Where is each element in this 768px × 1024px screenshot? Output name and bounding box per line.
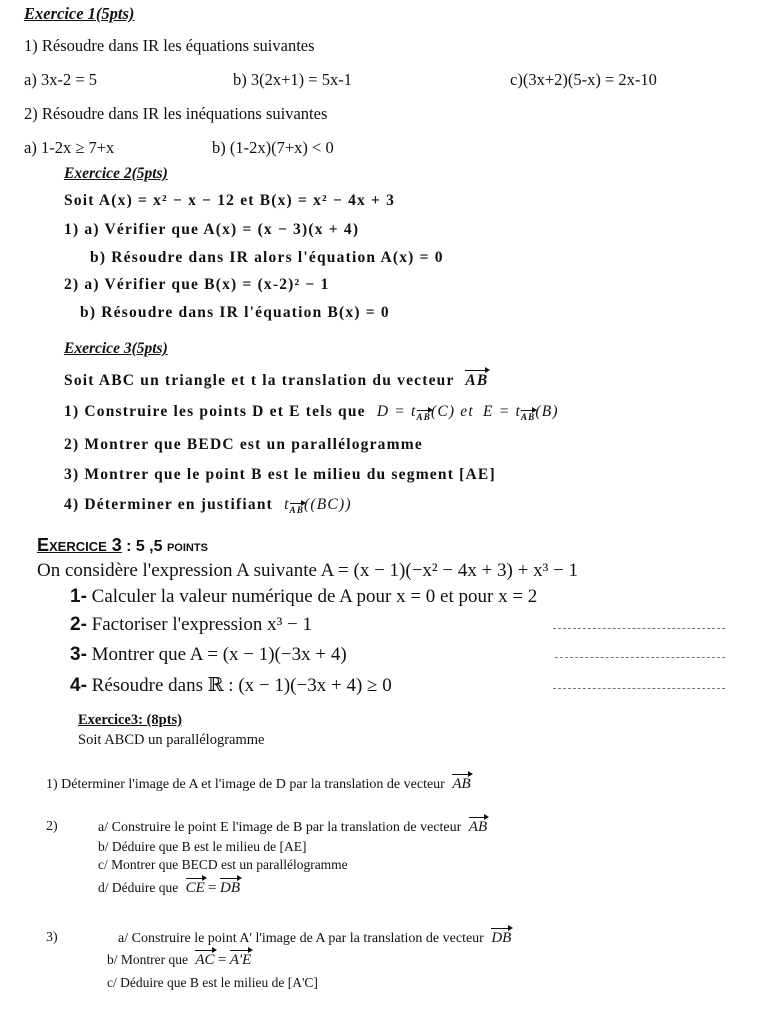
ex3b-item4-text: Résoudre dans ℝ : (x − 1)(−3x + 4) ≥ 0 [91, 675, 392, 696]
ex3b-item3 [70, 645, 347, 664]
ex3-e-sub: AB [520, 412, 536, 422]
ex3-e-expr: E = t [482, 403, 521, 420]
vector-db: DB [220, 880, 240, 896]
ex3-line3: 2) Montrer que BEDC est un parallélogramme [64, 436, 423, 453]
ex3b-points: : 5 ,5 points [126, 538, 208, 555]
answer-line-3 [555, 657, 725, 658]
ex4-line8-text: b/ Montrer que [107, 952, 188, 967]
ex3b-item1-num: 1- [70, 586, 87, 607]
ex3b-item2 [70, 615, 312, 634]
vector-ce: CE [185, 880, 205, 896]
ex4-line8 [107, 953, 251, 968]
ex3-line1-text: Soit ABC un triangle et t la translation du vecteur [64, 372, 455, 389]
ex1-ineq-a: a) 1-2x ≥ 7+x [24, 138, 115, 157]
ex4-title: Exercice3: (8pts) [78, 712, 183, 728]
ex3b-title: Exercice 3 [37, 535, 122, 555]
ex4-q2-num: 2) [46, 819, 58, 834]
ex3-line5-text: 4) Déterminer en justifiant [64, 496, 274, 513]
ex4-line5: c/ Montrer que BECD est un parallélogramme [98, 857, 348, 872]
ex3b-line1: On considère l'expression A suivante A = (x − 1)(−x² − 4x + 3) + x³ − 1 [37, 560, 579, 581]
ex3b-item1 [70, 587, 537, 606]
ex3-t-symbol: t [284, 496, 290, 513]
ex3-line2-text: 1) Construire les points D et E tels que [64, 403, 366, 420]
ex3-line5 [64, 497, 352, 515]
ex3b-item4-num: 4- [70, 675, 87, 696]
ex4-line2-text: 1) Déterminer l'image de A et l'image de D par la translation de vecteur [46, 777, 445, 792]
ex3-d-arg: (C) et [430, 403, 474, 420]
ex4-equals-2: = [217, 952, 227, 968]
ex3b-item4 [70, 676, 392, 695]
vector-ab-2: AB [452, 776, 471, 792]
vector-ab-3: AB [468, 819, 488, 835]
ex4-line7 [118, 931, 511, 946]
answer-line-4 [553, 688, 725, 689]
ex2-line3: b) Résoudre dans IR alors l'équation A(x) = 0 [90, 249, 444, 266]
ex1-q2: 2) Résoudre dans IR les inéquations suivantes [24, 104, 328, 123]
ex4-line6 [98, 881, 240, 896]
ex1-title: Exercice 1(5pts) [24, 4, 135, 23]
ex4-line3 [98, 820, 487, 835]
ex2-title: Exercice 2(5pts) [64, 165, 168, 182]
ex3b-header [37, 536, 208, 555]
ex1-ineq-b: b) (1-2x)(7+x) < 0 [212, 138, 334, 157]
ex2-line2: 1) a) Vérifier que A(x) = (x − 3)(x + 4) [64, 221, 360, 238]
ex1-eq-c: c)(3x+2)(5-x) = 2x-10 [510, 70, 657, 89]
ex3-line2 [64, 404, 559, 422]
ex3-d-sub: AB [416, 412, 431, 422]
ex3-line4: 3) Montrer que le point B est le milieu du segment [AE] [64, 466, 496, 483]
ex4-line9: c/ Déduire que B est le milieu de [A'C] [107, 975, 318, 990]
ex4-line6-text: d/ Déduire que [98, 880, 179, 895]
ex3b-item3-text: Montrer que A = (x − 1)(−3x + 4) [91, 644, 347, 665]
answer-line-2 [553, 628, 725, 629]
ex3-t-sub: AB [289, 505, 305, 515]
ex1-q1: 1) Résoudre dans IR les équations suivantes [24, 36, 315, 55]
ex3-title: Exercice 3(5pts) [64, 340, 168, 357]
ex3b-item1-text: Calculer la valeur numérique de A pour x = 0 et pour x = 2 [91, 586, 538, 607]
ex2-line5: b) Résoudre dans IR l'équation B(x) = 0 [80, 304, 390, 321]
ex4-q3-num: 3) [46, 930, 58, 945]
ex3b-item3-num: 3- [70, 644, 87, 665]
ex3-line1 [64, 373, 488, 389]
ex3-e-arg: (B) [535, 403, 559, 420]
ex4-line3-text: a/ Construire le point E l'image de B par la translation de vecteur [98, 820, 462, 835]
vector-a-prime-e: A'E [229, 952, 252, 968]
ex3b-item2-text: Factoriser l'expression x³ − 1 [91, 614, 313, 635]
ex4-line1: Soit ABCD un parallélogramme [78, 732, 265, 748]
ex1-eq-b: b) 3(2x+1) = 5x-1 [233, 70, 352, 89]
ex3-d-expr: D = t [376, 403, 417, 420]
vector-ab: AB [465, 372, 489, 389]
ex4-equals: = [208, 880, 217, 896]
ex2-line4: 2) a) Vérifier que B(x) = (x-2)² − 1 [64, 276, 330, 293]
ex1-eq-a: a) 3x-2 = 5 [24, 70, 97, 89]
vector-db-2: DB [491, 930, 512, 946]
ex3b-item2-num: 2- [70, 614, 87, 635]
ex4-line4: b/ Déduire que B est le milieu de [AE] [98, 839, 307, 854]
vector-ac: AC [195, 952, 215, 968]
ex2-line1: Soit A(x) = x² − x − 12 et B(x) = x² − 4x + 3 [64, 192, 396, 209]
ex3-t-arg: ((BC)) [304, 496, 352, 513]
ex4-line7-text: a/ Construire le point A' l'image de A par la translation de vecteur [118, 931, 484, 946]
ex4-line2 [46, 777, 471, 792]
